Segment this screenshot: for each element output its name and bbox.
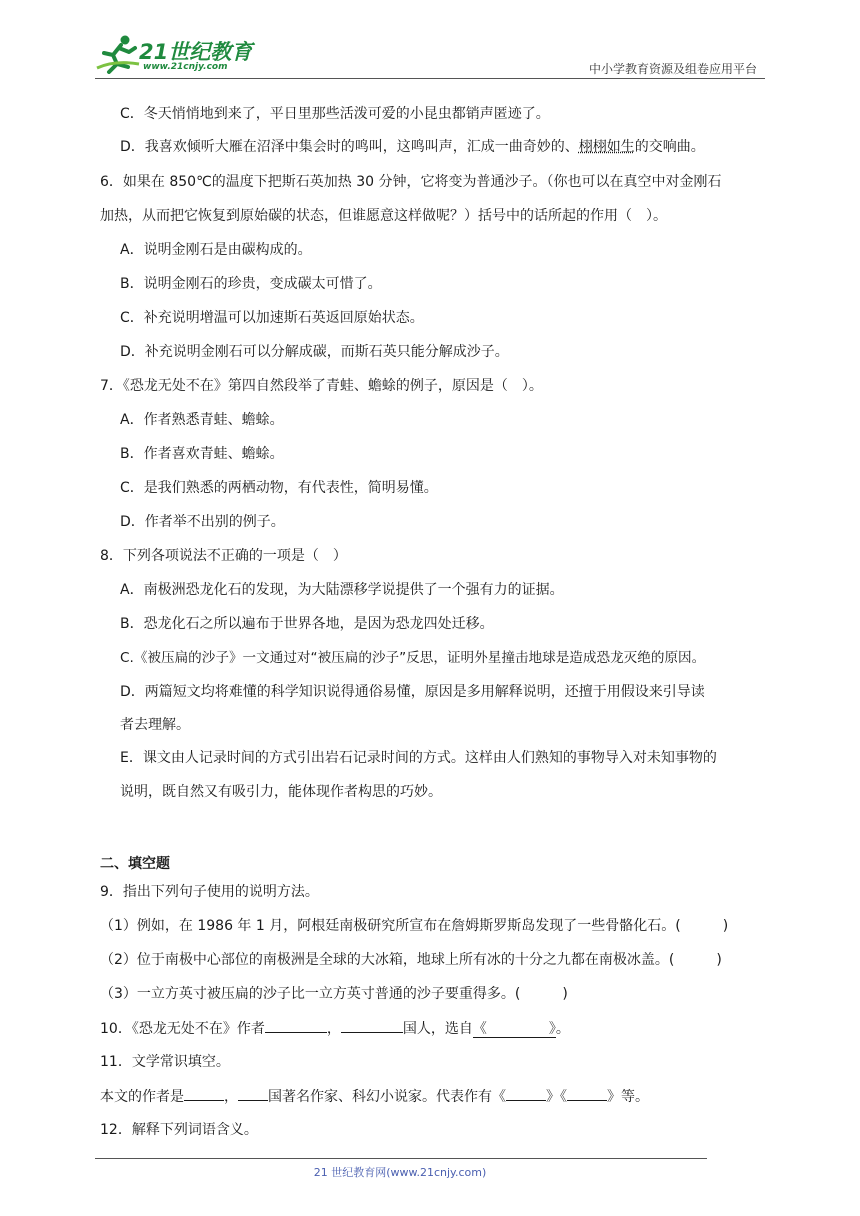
q8-stem: 8．下列各项说法不正确的一项是（ ） [100, 548, 347, 564]
logo-text: 21世纪教育 [139, 40, 253, 64]
q12-stem: 12．解释下列词语含义。 [100, 1122, 258, 1138]
blank-author[interactable] [265, 1018, 327, 1033]
q8-option-e-line1: E．课文由人记录时间的方式引出岩石记录时间的方式。这样由人们熟知的事物导入对未知事物的 [120, 750, 717, 766]
q7-option-b: B．作者喜欢青蛙、蟾蜍。 [120, 446, 284, 462]
q8-option-b: B．恐龙化石之所以遍布于世界各地，是因为恐龙四处迁移。 [120, 616, 494, 632]
q6-option-d: D．补充说明金刚石可以分解成碳，而斯石英只能分解成沙子。 [120, 344, 509, 360]
logo-url: www.21cnjy.com [143, 62, 228, 72]
q8-option-d-line1: D．两篇短文均将难懂的科学知识说得通俗易懂，原因是多用解释说明，还擅于用假设来引导读 [120, 684, 705, 700]
q7-option-d: D．作者举不出别的例子。 [120, 514, 285, 530]
footer-divider [95, 1158, 707, 1159]
q8-option-d-line2: 者去理解。 [120, 717, 190, 733]
site-logo [95, 34, 265, 74]
blank-work-1[interactable] [506, 1086, 546, 1101]
q5-option-c: C．冬天悄悄地到来了，平日里那些活泼可爱的小昆虫都销声匿迹了。 [120, 106, 550, 122]
q8-option-a: A．南极洲恐龙化石的发现，为大陆漂移学说提供了一个强有力的证据。 [120, 582, 564, 598]
page-footer: 21 世纪教育网(www.21cnjy.com) [313, 1166, 487, 1179]
blank-source[interactable]: 《 》 [472, 1021, 556, 1037]
q9-sentence-2: （2）位于南极中心部位的南极洲是全球的大冰箱，地球上所有冰的十分之九都在南极冰盖。( ) [100, 952, 722, 968]
q8-option-e-line2: 说明，既自然又有吸引力，能体现作者构思的巧妙。 [120, 784, 442, 800]
q10-line: 10．《恐龙无处不在》作者 ， 国人，选自《 》。 [100, 1018, 570, 1039]
blank-writer[interactable] [184, 1086, 224, 1101]
dotted-phrase: 栩栩如生 [578, 139, 635, 155]
blank-work-2[interactable] [567, 1086, 607, 1101]
q8-option-c: C.《被压扁的沙子》一文通过对“被压扁的沙子”反思，证明外星撞击地球是造成恐龙灭绝的原因。 [120, 650, 706, 666]
q6-option-c: C．补充说明增温可以加速斯石英返回原始状态。 [120, 310, 424, 326]
q7-option-c: C．是我们熟悉的两栖动物，有代表性，简明易懂。 [120, 480, 438, 496]
q6-stem-line1: 6．如果在 850℃的温度下把斯石英加热 30 分钟，它将变为普通沙子。（你也可以在真空中对金刚石 [100, 174, 722, 190]
q11-line: 本文的作者是 ， 国著名作家、科幻小说家。代表作有《 》《 》等。 [100, 1086, 649, 1107]
q11-stem: 11．文学常识填空。 [100, 1054, 230, 1070]
q7-option-a: A．作者熟悉青蛙、蟾蜍。 [120, 412, 284, 428]
q9-sentence-1: （1）例如，在 1986 年 1 月，阿根廷南极研究所宣布在詹姆斯罗斯岛发现了一些骨骼化石。( ) [100, 918, 729, 934]
page-header [95, 30, 765, 80]
header-divider [95, 78, 765, 79]
runner-logo-icon [95, 34, 141, 74]
platform-title: 中小学教育资源及组卷应用平台 [588, 62, 757, 76]
q6-stem-line2: 加热，从而把它恢复到原始碳的状态，但谁愿意这样做呢？）括号中的话所起的作用（ ）。 [100, 208, 667, 224]
q6-option-b: B．说明金刚石的珍贵，变成碳太可惜了。 [120, 276, 382, 292]
q6-option-a: A．说明金刚石是由碳构成的。 [120, 242, 312, 258]
q5-option-d: D．我喜欢倾听大雁在沼泽中集会时的鸣叫，这鸣叫声，汇成一曲奇妙的、栩栩如生的交响曲。 [120, 139, 705, 155]
q7-stem: 7．《恐龙无处不在》第四自然段举了青蛙、蟾蜍的例子，原因是（ ）。 [100, 378, 543, 394]
q9-stem: 9．指出下列句子使用的说明方法。 [100, 884, 319, 900]
q9-sentence-3: （3）一立方英寸被压扁的沙子比一立方英寸普通的沙子要重得多。( ) [100, 986, 568, 1002]
blank-nationality[interactable] [341, 1018, 403, 1033]
blank-country[interactable] [238, 1086, 268, 1101]
section-title-fill-in: 二、填空题 [100, 856, 170, 872]
